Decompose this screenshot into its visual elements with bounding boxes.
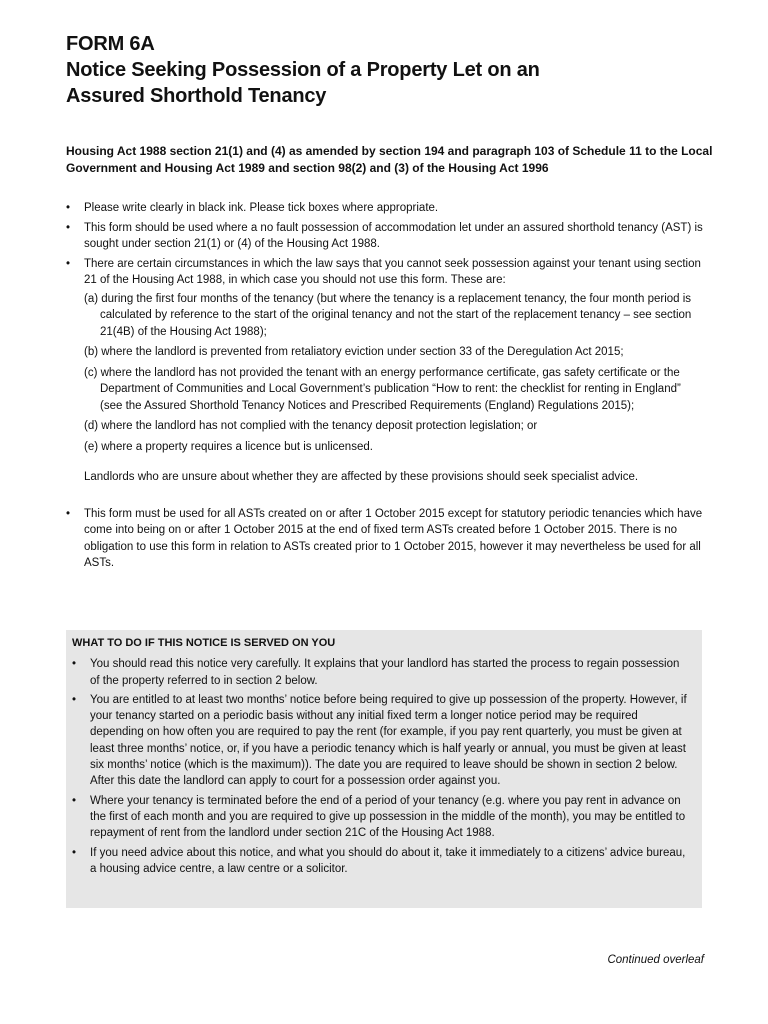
guidance-list bbox=[66, 200, 706, 575]
circumstance-item: (b) where the landlord is prevented from retaliatory eviction under section 33 of the Deregulation Act 2015; bbox=[84, 346, 624, 358]
notice-served-box bbox=[66, 630, 702, 908]
form-title-line-2: Assured Shorthold Tenancy bbox=[66, 85, 327, 107]
notice-box-bullet: • You should read this notice very carefully. It explains that your landlord has started the process to regain possession of the property referred to in section 2 below. bbox=[72, 656, 692, 689]
circumstance-item: (a) during the first four months of the tenancy (but where the tenancy is a replacement tenancy, the four month period is calculated by reference to the start of the original tenancy and not the start of the replacement tenancy – see section 21(4B) of the Housing Act 1988); bbox=[84, 292, 692, 338]
notice-box-bullet: • You are entitled to at least two months’ notice before being required to give up possession of the property. However, if your tenancy started on a periodic basis without any initial fixed term a longer notice period may be required depending on how often you are required to pay the rent (for example, if you pay rent quarterly, you must be given at least three months’ notice, or, if you have a periodic tenancy which is half yearly or annual, you must be given at least six months’ notice (which is the maximum)). The date you are required to leave should be shown in section 2 below. After this date the landlord can apply to court for a possession order against you. bbox=[72, 692, 692, 790]
circumstance-item: (c) where the landlord has not provided the tenant with an energy performance certificate, gas safety certificate or the Department of Communities and Local Government’s publication “How to rent: the checklist for renting in England” (see the Assured Shorthold Tenancy Notices and Prescribed Requirements (England) Regulations 2015); bbox=[84, 366, 681, 412]
guidance-bullet-circumstances bbox=[66, 256, 706, 486]
notice-box-heading: WHAT TO DO IF THIS NOTICE IS SERVED ON YOU bbox=[72, 637, 336, 649]
form-title bbox=[66, 31, 706, 109]
legal-reference: Housing Act 1988 section 21(1) and (4) as amended by section 194 and paragraph 103 of Schedule 11 to the Local Government and Housing Act 1989 and section 98(2) and (3) of the Housing Act 1996 bbox=[66, 144, 713, 175]
guidance-bullet-ink: • Please write clearly in black ink. Please tick boxes where appropriate. bbox=[66, 200, 706, 217]
circumstances-intro: • There are certain circumstances in which the law says that you cannot seek possession against your tenant using section 21 of the Housing Act 1988, in which case you should not use this form. These are: bbox=[84, 257, 701, 286]
circumstances-list bbox=[84, 291, 706, 456]
form-number: FORM 6A bbox=[66, 33, 155, 55]
form-title-line-1: Notice Seeking Possession of a Property Let on an bbox=[66, 59, 540, 81]
circumstance-item: (e) where a property requires a licence but is unlicensed. bbox=[84, 440, 373, 453]
guidance-bullet-asts: • This form must be used for all ASTs created on or after 1 October 2015 except for statutory periodic tenancies which have come into being on or after 1 October 2015 at the end of fixed term ASTs created before 1 October 2015. There is no obligation to use this form in relation to ASTs created prior to 1 October 2015, however it may nevertheless be used for all ASTs. bbox=[66, 506, 706, 572]
notice-box-bullet: • Where your tenancy is terminated before the end of a period of your tenancy (e.g. where you pay rent in advance on the first of each month and you are required to give up possession in the middle of the month), you may be entitled to repayment of rent from the landlord under section 21C of the Housing Act 1988. bbox=[72, 793, 692, 842]
notice-box-bullet: • If you need advice about this notice, and what you should do about it, take it immediately to a citizens’ advice bureau, a housing advice centre, a law centre or a solicitor. bbox=[72, 845, 692, 878]
guidance-bullet-usage: • This form should be used where a no fault possession of accommodation let under an assured shorthold tenancy (AST) is sought under section 21(1) or (4) of the Housing Act 1988. bbox=[66, 220, 706, 253]
specialist-advice-note: Landlords who are unsure about whether they are affected by these provisions should seek specialist advice. bbox=[84, 471, 639, 483]
continued-overleaf: Continued overleaf bbox=[607, 954, 704, 966]
circumstance-item: (d) where the landlord has not complied with the tenancy deposit protection legislation; or bbox=[84, 420, 538, 432]
